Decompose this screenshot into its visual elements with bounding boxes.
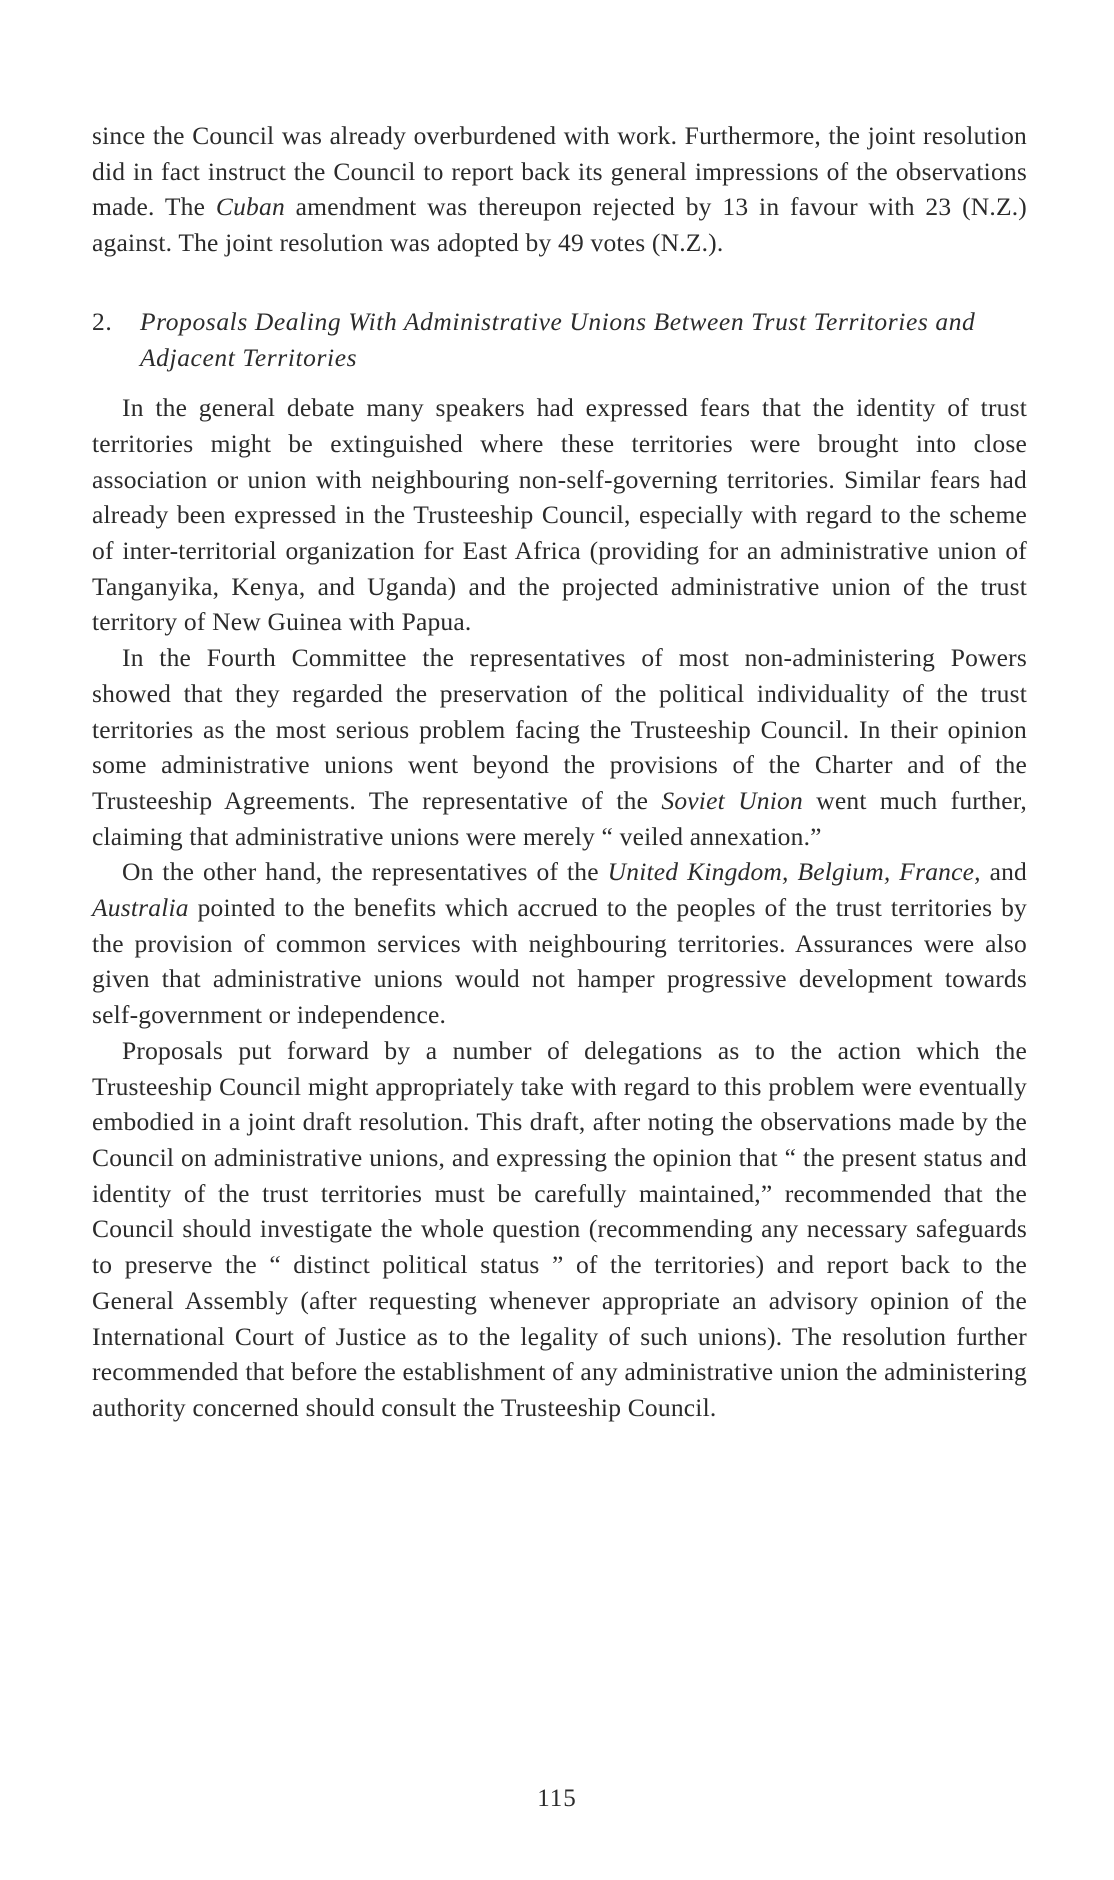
section-title: Proposals Dealing With Administrative Unions Between Trust Territories and Adjacent Territories bbox=[140, 306, 976, 372]
body-paragraph-4: Proposals put forward by a number of delegations as to the action which the Trusteeship Council might appropriately take with regard to this problem were eventually embodied in a joint draft resolution. This draft, after noting the observations made by the Council on administrative unions, and expressing the opinion that “ the present status and identity of the trust territories must be carefully maintained,” recommended that the Council should investigate the whole question (recommending any necessary safeguards to preserve the “ distinct political status ” of the territories) and report back to the General Assembly (after requesting whenever appropriate an advisory opinion of the International Court of Justice as to the legality of such unions). The resolution further recommended that before the establishment of any administrative union the administering authority concerned should consult the Trusteeship Council. bbox=[92, 1035, 1027, 1422]
opening-paragraph: since the Council was already overburdened with work. Furthermore, the joint resolution did in fact instruct the Council to report back its general impressions of the observations made. The Cuban amendment was thereupon rejected by 13 in favour with 23 (N.Z.) against. The joint resolution was adopted by 49 votes (N.Z.). bbox=[92, 121, 1027, 258]
country-names: United Kingdom, Belgium, France, bbox=[607, 857, 981, 887]
country-name: Australia bbox=[92, 893, 189, 923]
body-paragraph-1: In the general debate many speakers had expressed fears that the identity of trust territories might be extinguished where these territories were brought into close association or union with neighbouring non-self-governing territories. Similar fears had already been expressed in the Trusteeship Council, especially with regard to the scheme of inter-territorial organization for East Africa (providing for an administrative union of Tanganyika, Kenya, and Uganda) and the projected administrative union of the trust territory of New Guinea with Papua. bbox=[92, 393, 1027, 637]
page-body bbox=[92, 118, 1027, 1426]
body-paragraph-3: On the other hand, the representatives of the United Kingdom, Belgium, France, and Australia pointed to the benefits which accrued to the peoples of the trust territories by the provision of common services with neighbouring territories. Assurances were also given that administrative unions would not hamper progressive development towards self-government or independence. bbox=[92, 857, 1027, 1030]
country-name: Cuban bbox=[215, 192, 285, 222]
body-paragraph-2: In the Fourth Committee the representatives of most non-administering Powers showed that they regarded the preservation of the political individuality of the trust territories as the most serious problem facing the Trusteeship Council. In their opinion some administrative unions went beyond the provisions of the Charter and of the Trusteeship Agreements. The representative of the Soviet Union went much further, claiming that administrative unions were merely “ veiled annexation.” bbox=[92, 643, 1027, 851]
section-heading bbox=[92, 304, 1027, 375]
section-number: 2. bbox=[92, 306, 113, 336]
page-number: 115 bbox=[537, 1785, 577, 1812]
country-name: Soviet Union bbox=[661, 785, 803, 815]
